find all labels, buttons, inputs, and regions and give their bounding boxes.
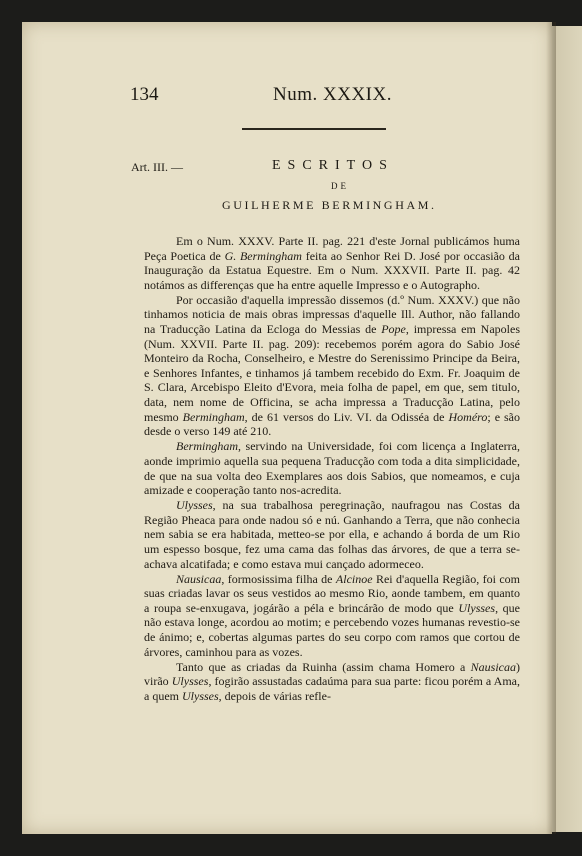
italic-text: Pope bbox=[381, 322, 406, 337]
text-run: Tanto que as criadas da Ruinha (assim chama Homero a bbox=[176, 659, 471, 674]
article-author: GUILHERME BERMINGHAM. bbox=[222, 198, 437, 212]
italic-text: Nausicaa bbox=[470, 659, 516, 674]
text-run: , de 61 versos do Liv. VI. da Odisséa de bbox=[244, 409, 449, 424]
text-run: , depois de várias refle- bbox=[218, 688, 331, 703]
italic-text: Ulysses bbox=[176, 498, 213, 513]
paragraph bbox=[144, 439, 520, 497]
page-number: 134 bbox=[130, 84, 159, 105]
text-run: , servindo na Universidade, foi com licença a Inglaterra, aonde imprimio aquella sua pequena Traducção com toda a dita simplicidade, de que na sua volta deo Exemplares aos dois Sabios, que nomeamos, e cuja amizade e cooperação tanto nos-acredita. bbox=[144, 439, 520, 498]
italic-text: Ulysses bbox=[171, 674, 209, 689]
italic-text: Homéro bbox=[448, 409, 488, 424]
spine-shadow bbox=[546, 22, 556, 834]
italic-text: Bermingham bbox=[176, 439, 238, 454]
header-rule bbox=[242, 128, 386, 130]
paragraph bbox=[144, 660, 520, 704]
facing-page-edge bbox=[552, 26, 582, 832]
text-run: , impressa em Napoles (Num. XXVII. Parte II. pag. 209): recebemos porém agora do Sabio José Monteiro da Rocha, Conselheiro, e Mestre do Serenissimo Principe da Beira, e Senhores Infantes, e tinhamos já tambem recebido do Exm. Fr. Joaquim de S. Clara, Arcebispo Eleito d'Evora, meia folha de papel, em que, sem titulo, data, nem nome de Officina, se acha impressa a Traducção Latina, pelo mesmo bbox=[144, 322, 520, 424]
text-run: , formosissima filha de bbox=[221, 571, 336, 586]
italic-text: G. Bermingham bbox=[224, 248, 302, 263]
italic-text: Ulysses bbox=[182, 688, 219, 703]
text-run: , fogirão assustadas cadaúma para sua parte: ficou porém a Ama, a quem bbox=[144, 674, 521, 703]
text-run: Por occasião d'aquella impressão dissemos (d.º Num. XXXV.) que não tinhamos noticia de mais obras impressas d'aquelle Ill. Author, não fallando na Traducção Latina da Ecloga do Messias de bbox=[144, 292, 520, 337]
italic-text: Nausicaa bbox=[176, 571, 222, 586]
issue-number: Num. XXXIX. bbox=[273, 84, 392, 105]
italic-text: Alcinoe bbox=[335, 571, 373, 586]
italic-text: Ulysses bbox=[458, 600, 496, 615]
article-body bbox=[144, 234, 520, 704]
article-label: Art. III. — bbox=[131, 160, 183, 174]
paragraph bbox=[144, 293, 520, 439]
text-run: feita ao Senhor Rei D. José por occasião da Inauguração da Estatua Equestre. Em o Num. XXXVII. Parte II. pag. 42 notámos as differenças que ha entre aquelle Impresso e o Autographo. bbox=[144, 248, 520, 292]
text-run: Rei d'aquella Região, foi com suas criadas lavar os seus vestidos ao mesmo Rio, aonde tambem, em quanto a roupa se-enxugava, jogárão a péla e brincárão de modo que bbox=[144, 571, 521, 615]
paragraph bbox=[144, 234, 520, 292]
article-title-connector: DE bbox=[331, 181, 349, 191]
text-run: ; e são desde o verso 149 até 210. bbox=[144, 409, 521, 439]
paragraph bbox=[144, 498, 520, 571]
text-run: , na sua trabalhosa peregrinação, naufragou nas Costas da Região Pheaca para onde nadou só e nú. Ganhando a Terra, que não conhecia nem sabia se era habitada, metteo-se por ella, e achando á borda de um Rio um espesso bosque, fez uma cama das folhas das árvores, de que a terra se-achava alcatifada; e como estava mui cançado adormeceo. bbox=[144, 498, 520, 571]
text-run: Em o Num. XXXV. Parte II. pag. 221 d'este Jornal publicámos huma Peça Poetica de bbox=[144, 234, 520, 263]
paragraph bbox=[144, 572, 520, 660]
italic-text: Bermingham bbox=[182, 409, 245, 424]
running-head bbox=[130, 84, 530, 110]
text-run: , que não estava longe, acordou ao motim; e percebendo vozes humanas revestio-se de ánimo; e, cobertas algumas partes do seu corpo com ramos que cortou de árvores, caminhou para as vozes. bbox=[144, 600, 521, 659]
text-run: ) virão bbox=[144, 659, 520, 689]
article-title: ESCRITOS bbox=[272, 158, 394, 173]
